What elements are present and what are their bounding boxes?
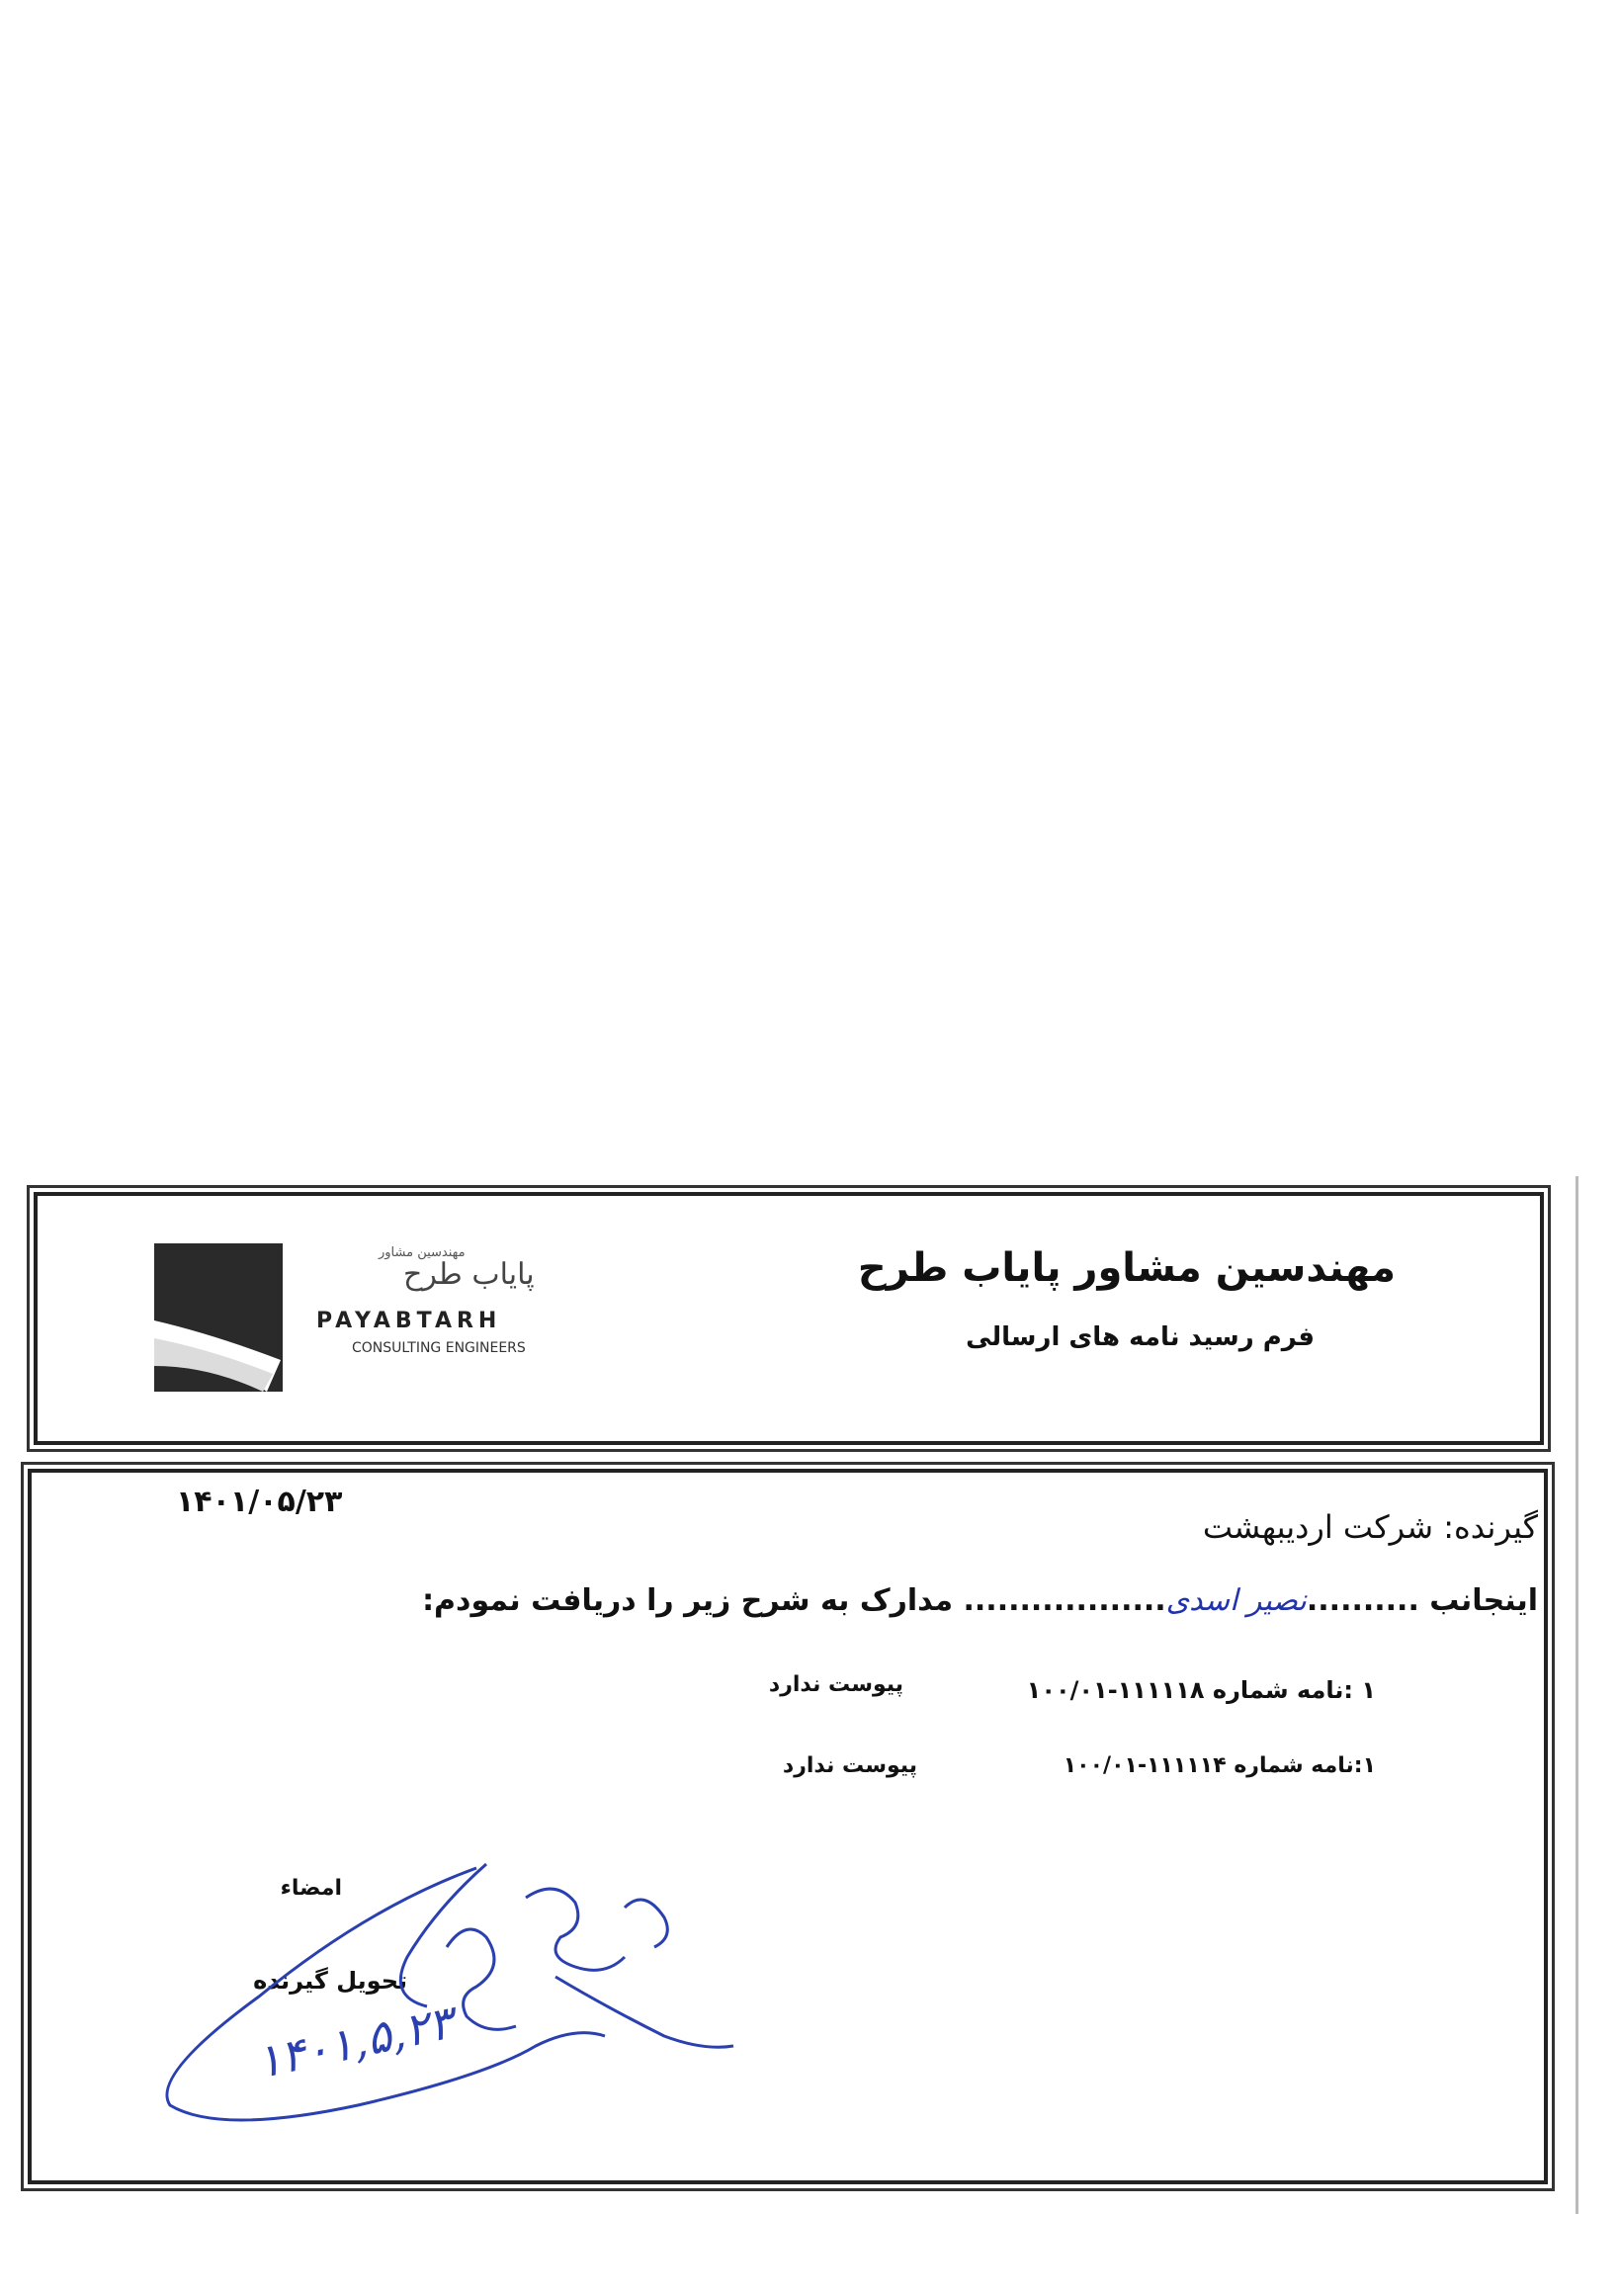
handwritten-signature	[111, 1809, 743, 2135]
logo-persian-subtitle: مهندسین مشاور	[379, 1245, 466, 1260]
receipt-body-box	[28, 1469, 1548, 2184]
letter-item-attachment: پیوست ندارد	[768, 1672, 903, 1697]
logo-english-subtitle: CONSULTING ENGINEERS	[352, 1340, 526, 1356]
logo-persian-name: پایاب طرح	[403, 1257, 535, 1292]
receiver-handwritten-name: نصیر اسدی	[1165, 1583, 1307, 1618]
receipt-dots-right: ..................	[963, 1583, 1166, 1618]
receiver-label: تحویل گیرنده	[253, 1967, 407, 1995]
handwritten-date: ۱۴۰۱,۵,۲۳	[251, 1995, 459, 2089]
scan-edge-line	[1576, 1176, 1578, 2214]
letter-item-attachment: پیوست ندارد	[782, 1753, 917, 1778]
recipient-line: گیرنده: شرکت اردیبهشت	[1202, 1508, 1538, 1546]
logo-swoosh-icon	[154, 1243, 283, 1392]
receipt-dots-left: ..........	[1306, 1583, 1419, 1618]
company-title: مهندسین مشاور پایاب طرح	[857, 1245, 1396, 1291]
letterhead-box	[34, 1192, 1544, 1445]
letter-item-ref: ۱ :نامه شماره ۱۱۱۱۱۸-۱۰۰/۰۱	[1026, 1676, 1376, 1704]
logo-english-name: PAYABTARH	[316, 1309, 502, 1333]
receipt-statement	[422, 1583, 1538, 1618]
company-logo-mark	[154, 1243, 283, 1392]
letter-item-ref: ۱:نامه شماره ۱۱۱۱۱۴-۱۰۰/۰۱	[1063, 1753, 1376, 1778]
receipt-prefix: اینجانب	[1418, 1583, 1538, 1618]
form-title: فرم رسید نامه های ارسالی	[966, 1322, 1315, 1352]
receipt-suffix: مدارک به شرح زیر را دریافت نمودم:	[422, 1583, 964, 1618]
document-date: ۱۴۰۱/۰۵/۲۳	[176, 1485, 343, 1519]
signature-label: امضاء	[280, 1876, 342, 1901]
